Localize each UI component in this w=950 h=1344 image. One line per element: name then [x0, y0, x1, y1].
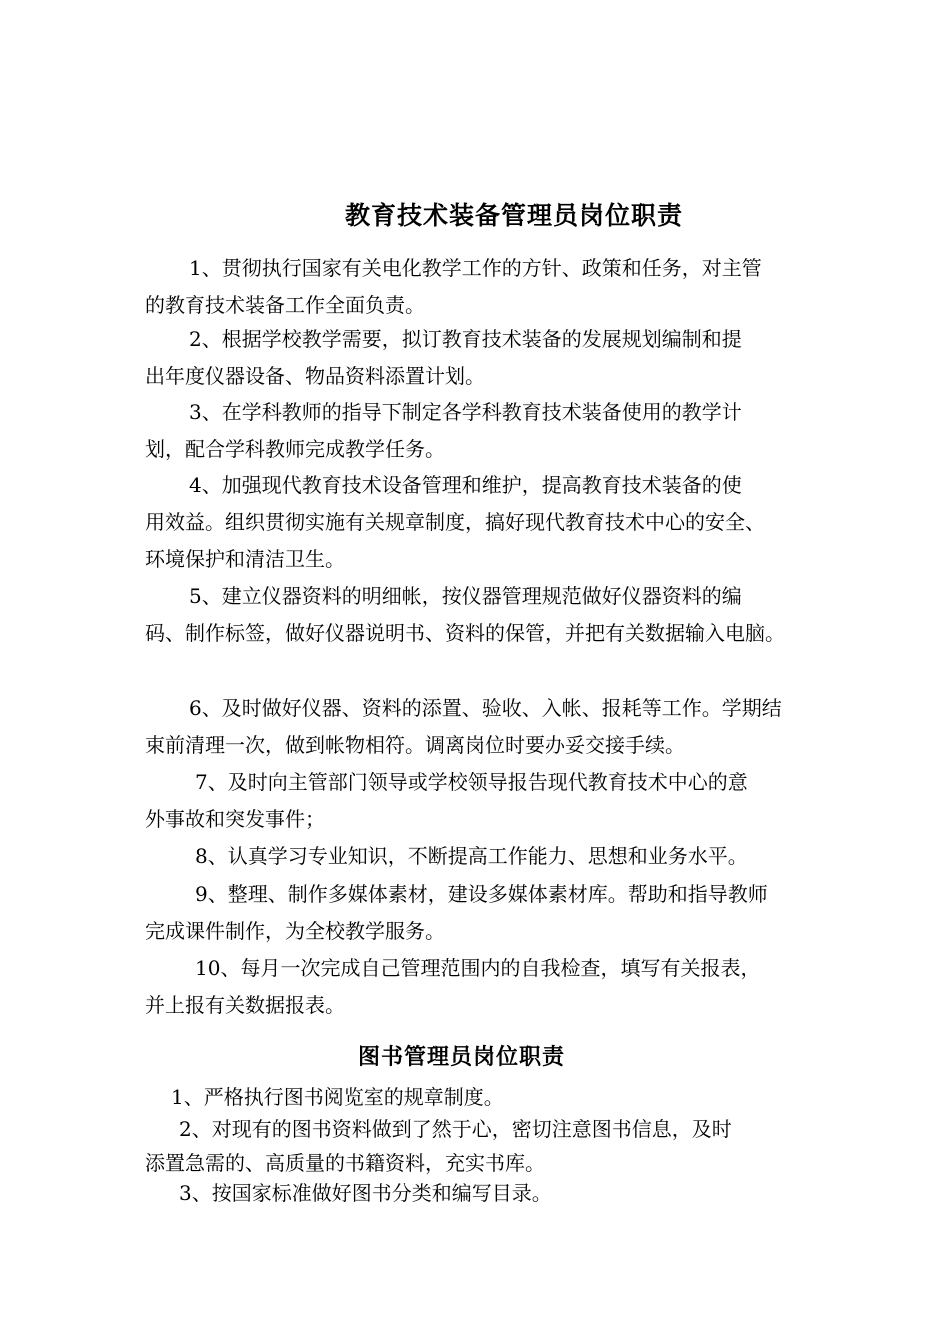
text-line: 并上报有关数据报表。: [145, 993, 345, 1017]
section1-item-2: [145, 321, 815, 395]
text-line: 3、按国家标准做好图书分类和编写目录。: [179, 1181, 552, 1205]
text-line: 2、对现有的图书资料做到了然于心，密切注意图书信息，及时: [179, 1117, 732, 1141]
section1-item-6: [145, 690, 815, 764]
section1-item-7: [145, 764, 815, 838]
text-line: 5、建立仪器资料的明细帐，按仪器管理规范做好仪器资料的编: [189, 584, 742, 608]
text-line: 环境保护和清洁卫生。: [145, 547, 345, 571]
section1-item-9: [145, 876, 815, 950]
text-line: 8、认真学习专业知识，不断提高工作能力、思想和业务水平。: [195, 844, 748, 868]
text-line: 划，配合学科教师完成教学任务。: [145, 437, 445, 461]
text-line: 束前清理一次，做到帐物相符。调离岗位时要办妥交接手续。: [145, 733, 685, 757]
section2-item-1: [145, 1080, 815, 1114]
section2-title: 图书管理员岗位职责: [358, 1044, 566, 1070]
text-line: 的教育技术装备工作全面负责。: [145, 293, 425, 317]
section1-item-5: [145, 578, 815, 652]
text-line: 外事故和突发事件；: [145, 807, 325, 831]
text-line: 出年度仪器设备、物品资料添置计划。: [145, 364, 485, 388]
text-line: 10、每月一次完成自己管理范围内的自我检查，填写有关报表，: [195, 956, 761, 980]
section1-item-3: [145, 394, 815, 468]
text-line: 添置急需的、高质量的书籍资料，充实书库。: [145, 1151, 545, 1175]
section1-item-8: [145, 838, 815, 875]
section1-item-1: [145, 250, 815, 324]
text-line: 1、贯彻执行国家有关电化教学工作的方针、政策和任务，对主管: [189, 256, 762, 280]
section1-title: 教育技术装备管理员岗位职责: [345, 201, 684, 230]
text-line: 用效益。组织贯彻实施有关规章制度，搞好现代教育技术中心的安全、: [145, 510, 765, 534]
section1-item-4: [145, 467, 815, 578]
text-line: 1、严格执行图书阅览室的规章制度。: [171, 1085, 504, 1109]
text-line: 3、在学科教师的指导下制定各学科教育技术装备使用的教学计: [189, 400, 742, 424]
section2-item-3: [145, 1176, 815, 1210]
text-line: 9、整理、制作多媒体素材，建设多媒体素材库。帮助和指导教师: [195, 882, 768, 906]
text-line: 4、加强现代教育技术设备管理和维护，提高教育技术装备的使: [189, 473, 742, 497]
text-line: 码、制作标签，做好仪器说明书、资料的保管，并把有关数据输入电脑。: [145, 621, 785, 645]
section2-item-2: [145, 1112, 815, 1180]
text-line: 6、及时做好仪器、资料的添置、验收、入帐、报耗等工作。学期结: [189, 696, 782, 720]
text-line: 2、根据学校教学需要，拟订教育技术装备的发展规划编制和提: [189, 327, 742, 351]
text-line: 完成课件制作，为全校教学服务。: [145, 919, 445, 943]
text-line: 7、及时向主管部门领导或学校领导报告现代教育技术中心的意: [195, 770, 748, 794]
section1-item-10: [145, 950, 815, 1024]
